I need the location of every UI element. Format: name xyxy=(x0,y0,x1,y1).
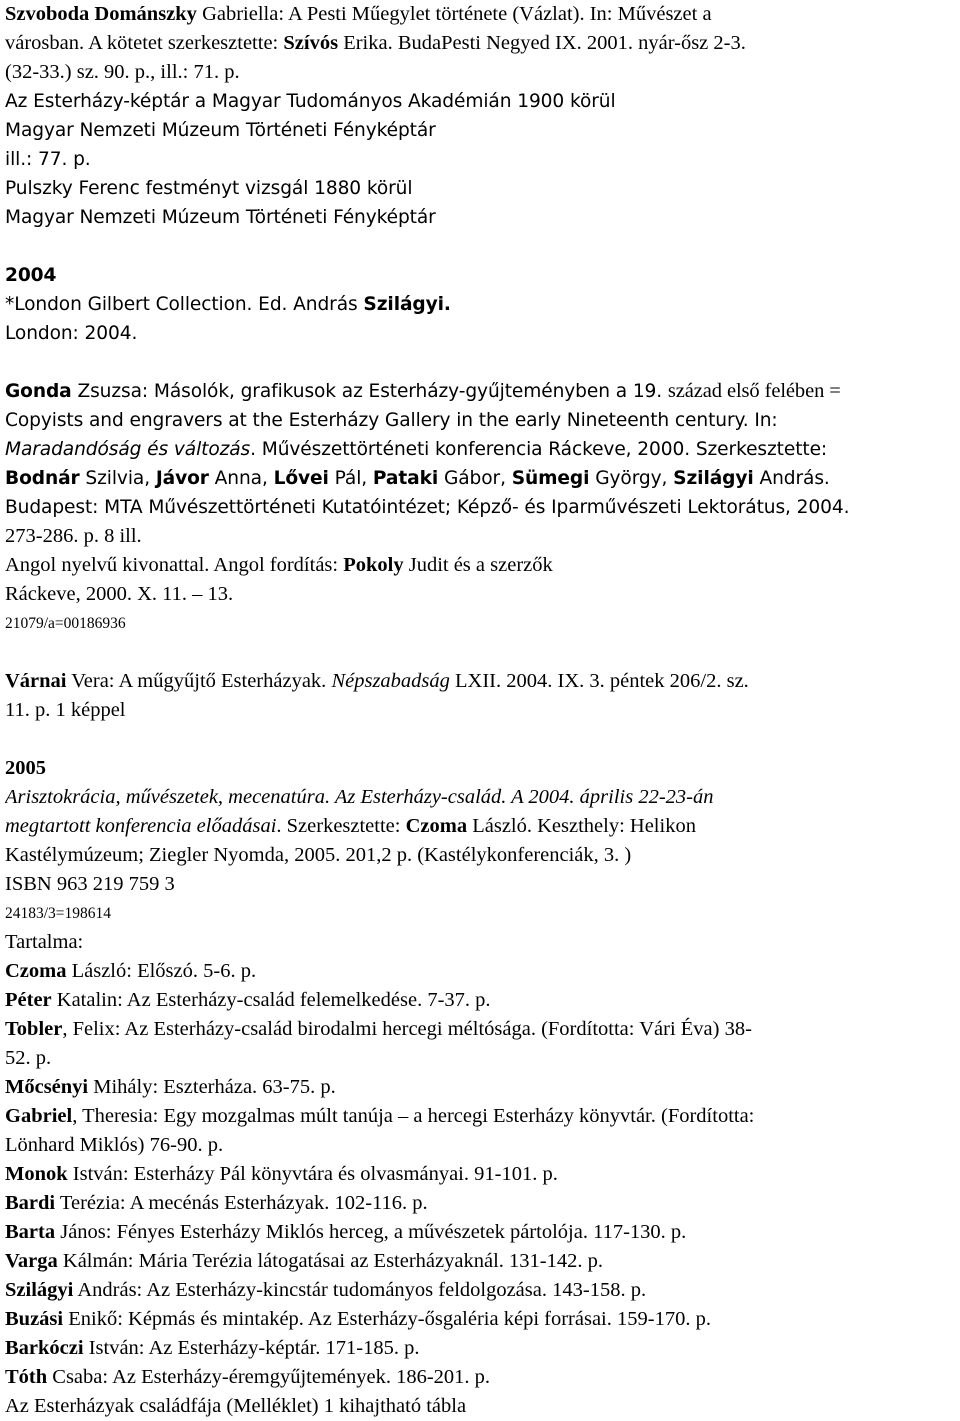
text-segment: Magyar Nemzeti Múzeum Történeti Fényképtár xyxy=(5,207,436,228)
text-segment: István: Esterházy Pál könyvtára és olvasmányai. 91-101. p. xyxy=(67,1163,558,1185)
italic-title: Népszabadság xyxy=(331,670,450,692)
text-line xyxy=(5,435,954,464)
text-segment: . Szerkesztette: xyxy=(276,815,406,837)
text-segment: Copyists and engravers at the Esterházy Gallery in the early Nineteenth century. In: xyxy=(5,410,778,431)
text-segment: ill.: 77. p. xyxy=(5,149,91,170)
text-line xyxy=(5,1160,954,1189)
text-segment: Szilvia, xyxy=(79,468,156,489)
bold-name: Péter xyxy=(5,989,52,1011)
bold-name: Gonda xyxy=(5,381,72,402)
bold-name: Szvoboda Dománszky xyxy=(5,3,197,25)
text-segment: Erika. BudaPesti Negyed IX. 2001. nyár-ősz 2-3. xyxy=(338,32,746,54)
blank-line xyxy=(5,232,954,261)
bold-name: Szilágyi. xyxy=(363,294,451,315)
text-segment: 24183/3=198614 xyxy=(5,905,112,922)
text-line xyxy=(5,783,954,812)
text-line xyxy=(5,841,954,870)
text-segment: . Művészettörténeti konferencia Ráckeve, 2000. Szerkesztette: xyxy=(250,439,828,460)
text-segment: 21079/a=00186936 xyxy=(5,615,126,632)
text-line xyxy=(5,406,954,435)
text-segment: 11. p. 1 képpel xyxy=(5,699,126,721)
bold-name: Szilágyi xyxy=(673,468,754,489)
blank-line xyxy=(5,348,954,377)
text-line xyxy=(5,1247,954,1276)
text-segment: Pulszky Ferenc festményt vizsgál 1880 körül xyxy=(5,178,413,199)
bold-name: Tóth xyxy=(5,1366,48,1388)
text-segment: , Felix: Az Esterházy-család birodalmi hercegi méltósága. (Fordította: Vári Éva) 38- xyxy=(62,1018,752,1040)
text-line xyxy=(5,464,954,493)
text-line xyxy=(5,493,954,522)
text-line xyxy=(5,754,954,783)
bold-name: Mőcsényi xyxy=(5,1076,89,1098)
bold-name: Varga xyxy=(5,1250,58,1272)
text-line xyxy=(5,377,954,406)
text-segment: LXII. 2004. IX. 3. péntek 206/2. sz. xyxy=(449,670,749,692)
text-segment: Angol nyelvű kivonattal. Angol fordítás: xyxy=(5,554,344,576)
text-segment: ISBN 963 219 759 3 xyxy=(5,873,175,895)
text-line xyxy=(5,1189,954,1218)
text-segment: (32-33.) sz. 90. p., ill.: 71. p. xyxy=(5,61,240,83)
text-segment: Budapest: MTA Művészettörténeti Kutatóintézet; Képző- és Iparművészeti Lektorátus, 2004. xyxy=(5,497,850,518)
text-segment: György, xyxy=(589,468,674,489)
bold-name: Pataki xyxy=(372,468,439,489)
text-segment: Judit és a szerzők xyxy=(403,554,553,576)
blank-line xyxy=(5,638,954,667)
bold-name: Gabriel xyxy=(5,1105,73,1127)
bold-name: 2004 xyxy=(5,265,57,286)
text-line xyxy=(5,1218,954,1247)
text-line xyxy=(5,957,954,986)
text-segment: Csaba: Az Esterházy-éremgyűjtemények. 186-201. p. xyxy=(47,1366,491,1388)
text-segment: Terézia: A mecénás Esterházyak. 102-116. p. xyxy=(55,1192,428,1214)
bold-name: Czoma xyxy=(5,960,67,982)
bold-name: Bardi xyxy=(5,1192,56,1214)
text-segment: London: 2004. xyxy=(5,323,138,344)
text-line xyxy=(5,174,954,203)
text-segment: Lönhard Miklós) 76-90. p. xyxy=(5,1134,224,1156)
text-line xyxy=(5,1131,954,1160)
text-segment: Gabriella: A Pesti Műegylet története (Vázlat). In: Művészet a xyxy=(196,3,712,25)
text-line xyxy=(5,1363,954,1392)
text-segment: Katalin: Az Esterházy-család felemelkedése. 7-37. p. xyxy=(51,989,491,1011)
text-line xyxy=(5,290,954,319)
text-line xyxy=(5,319,954,348)
text-line xyxy=(5,812,954,841)
text-line xyxy=(5,203,954,232)
text-segment: Tartalma: xyxy=(5,931,84,953)
italic-title: Arisztokrácia, művészetek, mecenatúra. Az Esterházy-család. A 2004. április 22-23-án xyxy=(5,786,714,808)
bold-name: Szívós xyxy=(283,32,339,54)
text-segment: század első felében = xyxy=(667,380,841,402)
text-line xyxy=(5,1044,954,1073)
bold-name: Pokoly xyxy=(343,554,404,576)
text-segment: Kálmán: Mária Terézia látogatásai az Esterházyaknál. 131-142. p. xyxy=(57,1250,603,1272)
blank-line xyxy=(5,725,954,754)
text-line xyxy=(5,261,954,290)
italic-title: Maradandóság és változás xyxy=(5,439,251,460)
bold-name: Buzási xyxy=(5,1308,64,1330)
text-segment: Az Esterházy-képtár a Magyar Tudományos Akadémián 1900 körül xyxy=(5,91,616,112)
text-line xyxy=(5,522,954,551)
text-line xyxy=(5,667,954,696)
text-segment: Mihály: Eszterháza. 63-75. p. xyxy=(88,1076,336,1098)
text-segment: 273-286. p. 8 ill. xyxy=(5,525,142,547)
text-line xyxy=(5,1276,954,1305)
text-line xyxy=(5,1392,954,1421)
text-segment: Anna, xyxy=(208,468,274,489)
text-segment: Magyar Nemzeti Múzeum Történeti Fényképtár xyxy=(5,120,436,141)
text-segment: László: Előszó. 5-6. p. xyxy=(66,960,257,982)
text-segment: András: Az Esterházy-kincstár tudományos feldolgozása. 143-158. p. xyxy=(73,1279,647,1301)
bold-name: 2005 xyxy=(5,757,46,779)
text-line xyxy=(5,29,954,58)
bold-name: Barkóczi xyxy=(5,1337,84,1359)
text-line xyxy=(5,870,954,899)
text-line xyxy=(5,1305,954,1334)
bold-name: Jávor xyxy=(155,468,209,489)
text-line xyxy=(5,696,954,725)
text-segment: Kastélymúzeum; Ziegler Nyomda, 2005. 201,2 p. (Kastélykonferenciák, 3. ) xyxy=(5,844,632,866)
text-segment: Pál, xyxy=(328,468,373,489)
text-line xyxy=(5,116,954,145)
text-line xyxy=(5,986,954,1015)
bold-name: Bodnár xyxy=(5,468,80,489)
text-line xyxy=(5,1015,954,1044)
text-line xyxy=(5,580,954,609)
text-segment: Gábor, xyxy=(438,468,512,489)
bold-name: Monok xyxy=(5,1163,68,1185)
text-segment: Az Esterházyak családfája (Melléklet) 1 kihajtható tábla xyxy=(5,1395,467,1417)
bold-name: Szilágyi xyxy=(5,1279,74,1301)
text-segment: , Theresia: Egy mozgalmas múlt tanúja – a hercegi Esterházy könyvtár. (Fordította: xyxy=(72,1105,755,1127)
italic-title: megtartott konferencia előadásai xyxy=(5,815,277,837)
bold-name: Lővei xyxy=(273,468,329,489)
bold-name: Barta xyxy=(5,1221,56,1243)
text-line xyxy=(5,1102,954,1131)
bold-name: Tobler xyxy=(5,1018,63,1040)
bold-name: Várnai xyxy=(5,670,67,692)
text-line xyxy=(5,0,954,29)
text-segment: Vera: A műgyűjtő Esterházyak. xyxy=(66,670,332,692)
text-segment: Ráckeve, 2000. X. 11. – 13. xyxy=(5,583,234,605)
text-segment: 52. p. xyxy=(5,1047,52,1069)
text-segment: Zsuzsa: Másolók, grafikusok az Esterházy-gyűjteményben a 19. xyxy=(71,381,668,402)
text-line xyxy=(5,58,954,87)
text-segment: István: Az Esterházy-képtár. 171-185. p. xyxy=(83,1337,420,1359)
text-line xyxy=(5,1073,954,1102)
text-line xyxy=(5,899,954,928)
text-line xyxy=(5,1334,954,1363)
text-line xyxy=(5,145,954,174)
bold-name: Czoma xyxy=(405,815,468,837)
text-segment: városban. A kötetet szerkesztette: xyxy=(5,32,284,54)
text-segment: *London Gilbert Collection. Ed. András xyxy=(5,294,364,315)
text-line xyxy=(5,928,954,957)
text-line xyxy=(5,609,954,638)
text-segment: Enikő: Képmás és mintakép. Az Esterházy-ősgaléria képi forrásai. 159-170. p. xyxy=(63,1308,711,1330)
text-line xyxy=(5,87,954,116)
text-segment: János: Fényes Esterházy Miklós herceg, a művészetek pártolója. 117-130. p. xyxy=(55,1221,687,1243)
text-segment: László. Keszthely: Helikon xyxy=(467,815,696,837)
text-segment: András. xyxy=(753,468,830,489)
text-line xyxy=(5,551,954,580)
bold-name: Sümegi xyxy=(511,468,590,489)
